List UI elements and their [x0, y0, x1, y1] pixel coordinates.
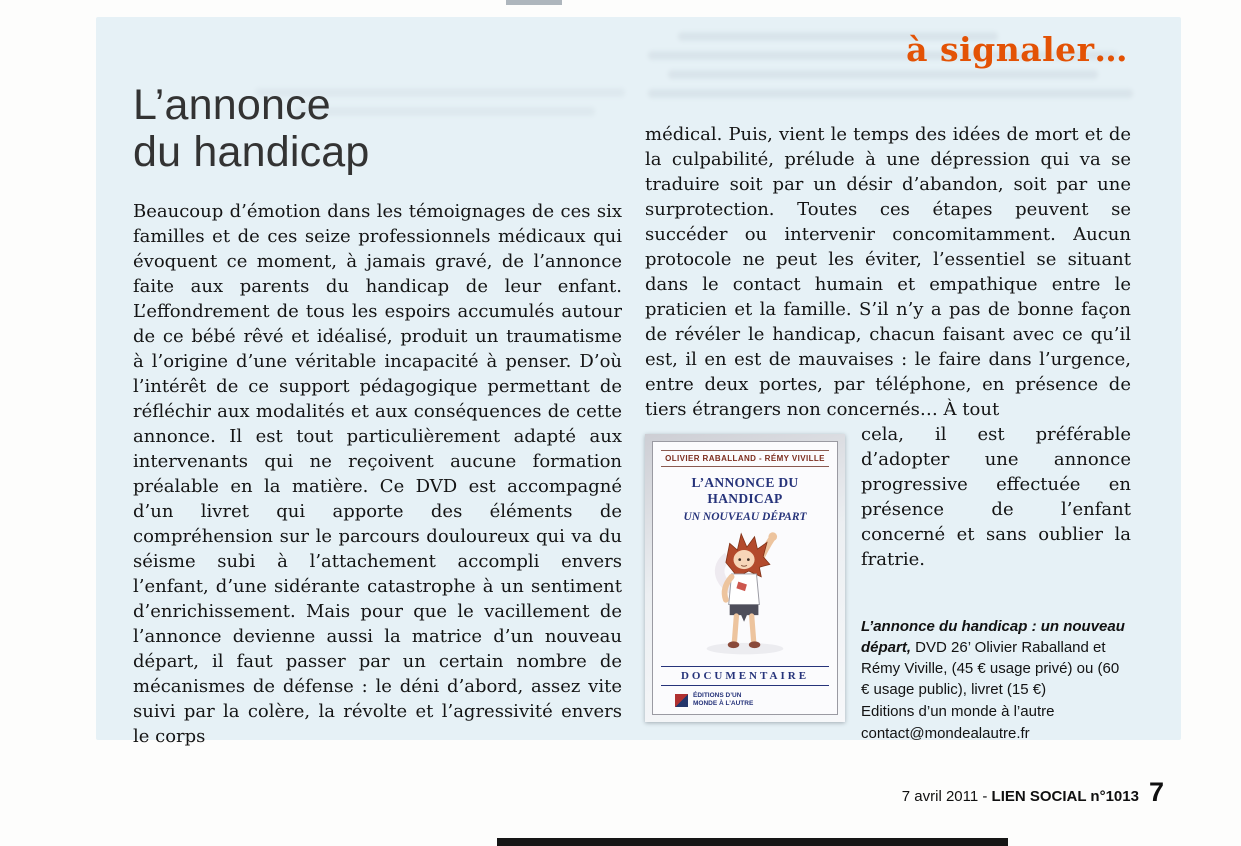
publisher-logo-text: ÉDITIONS D’UN MONDE À L’AUTRE: [693, 692, 754, 708]
dvd-cover-genre: DOCUMENTAIRE: [661, 666, 829, 686]
article-column-left: [133, 199, 622, 749]
article-title-line2: du handicap: [133, 128, 370, 176]
page-footer: [902, 779, 1164, 806]
publisher-logo-icon: [675, 694, 688, 707]
caption-details: DVD 26’ Olivier Raballand et Rémy Viville, (45 € usage privé) ou (60 € usage public), livret (15 €): [861, 639, 1120, 698]
caption-publisher: Editions d’un monde à l’autre: [861, 703, 1055, 720]
article-body-left: Beaucoup d’émotion dans les témoignages de ces six familles et de ces seize professionnels médicaux qui évoquent ce moment, à jamais gravé, de l’annonce faite aux parents du handicap de leur enfant. L’effondrement de tous les espoirs accumulés autour de ce bébé rêvé et idéalisé, produit un traumatisme à l’origine d’une véritable incapacité à penser. D’où l’intérêt de ce support pédagogique permettant de réfléchir aux modalités et aux conséquences de cette annonce. Il est tout particulièrement adapté aux intervenants qui ne reçoivent aucune formation préalable en la matière. Ce DVD est accompagné d’un livret qui apporte des éléments de compréhension sur le parcours douloureux qui va du séisme subi à l’attachement accompli envers l’enfant, d’une sidérante catastrophe à un sentiment d’enrichissement. Mais pour que le vacillement de l’annonce devienne aussi la matrice d’un nouveau départ, il faut passer par un certain nombre de mécanismes de défense : le déni d’abord, assez vite suivi par la colère, la révolte et l’agressivité envers le corps: [133, 201, 622, 747]
dvd-cover-photo: [645, 434, 845, 722]
caption-contact-email: contact@mondealautre.fr: [861, 725, 1030, 742]
caption-title: L’annonce du handicap : un nouveau départ,: [861, 618, 1125, 656]
dvd-cover: [652, 441, 838, 715]
footer-page-number: 7: [1148, 777, 1164, 807]
footer-journal: LIEN SOCIAL n°1013: [991, 788, 1139, 805]
manga-girl-illustration: [687, 528, 803, 662]
footer-credit: [902, 788, 1139, 806]
section-flag: à signaler…: [906, 30, 1128, 69]
dvd-cover-subtitle: UN NOUVEAU DÉPART: [683, 511, 807, 523]
scan-edge-bar: [497, 838, 1008, 846]
scan-edge-mark: [506, 0, 562, 5]
article-title: [133, 82, 370, 176]
article-title-line1: L’annonce: [133, 81, 331, 129]
article-body-right-1: médical. Puis, vient le temps des idées de mort et de la culpabilité, prélude à une dépression qui va se traduire soit par un désir d’abandon, soit par une surprotection. Toutes ces étapes peuvent se succéder ou intervenir concomitamment. Aucun protocole ne peut les éviter, l’essentiel se situant dans le contact humain et empathique entre le praticien et la famille. S’il n’y a pas de bonne façon de révéler le handicap, chacun faisant avec ce qu’il est, il en est de mauvaises : le faire dans l’urgence, entre deux portes, par téléphone, en présence de tiers étrangers non concernés… À tout: [645, 124, 1131, 420]
dvd-cover-publisher: [661, 692, 829, 708]
footer-date: 7 avril 2011 -: [901, 788, 992, 805]
dvd-cover-title: L’ANNONCE DU HANDICAP: [691, 475, 799, 506]
article-body-right-2: cela, il est préférable d’adopter une annonce progressive effectuée en présence de l’enfant concerné et sans oublier la fratrie.: [861, 424, 1131, 570]
dvd-illustration: [661, 523, 829, 666]
article-column-right: [645, 122, 1131, 744]
dvd-cover-authors: OLIVIER RABALLAND - RÉMY VIVILLE: [661, 450, 829, 467]
